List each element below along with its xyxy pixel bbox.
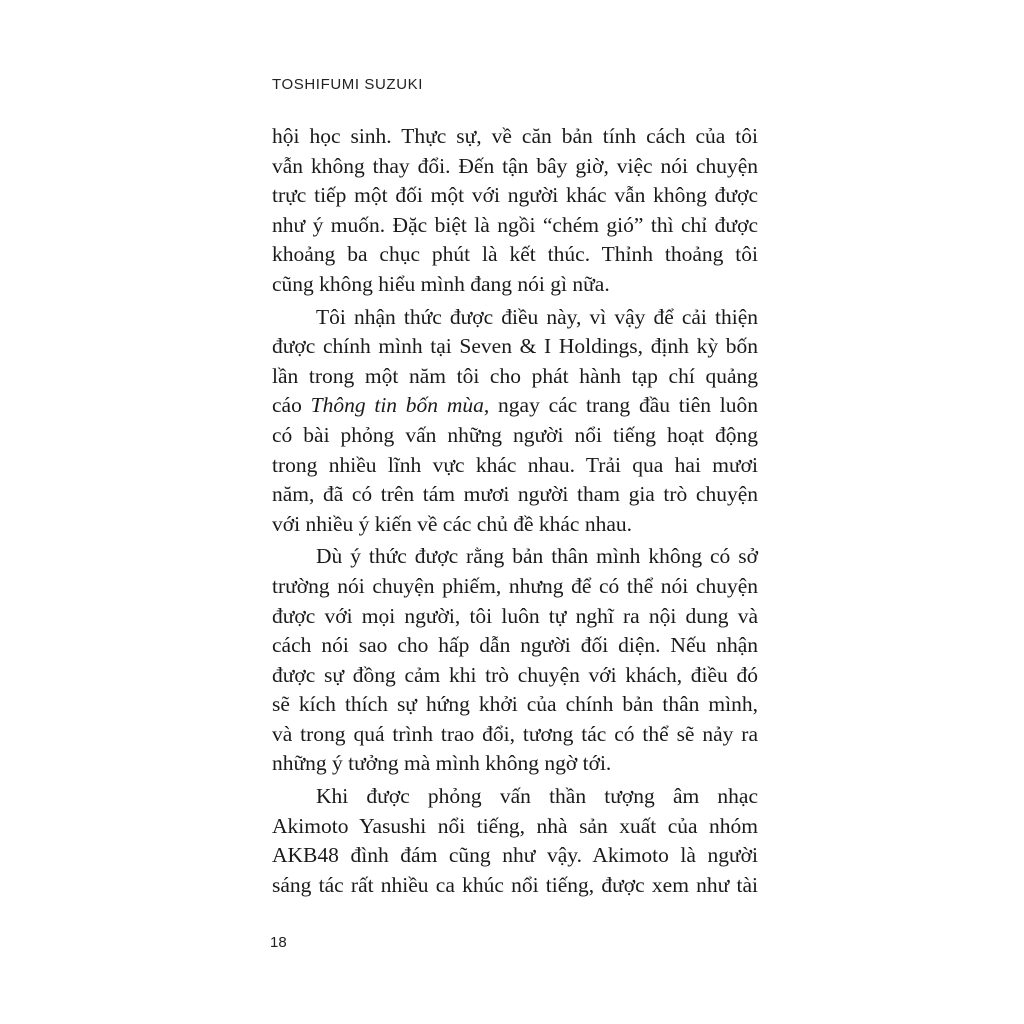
text-line: trường nói chuyện phiếm, nhưng để có thể nói chuyện (272, 573, 758, 598)
page-number: 18 (270, 934, 287, 951)
text-line: hội học sinh. Thực sự, về căn bản tính cách của tôi (272, 124, 758, 148)
text-line: có bài phỏng vấn những người nổi tiếng hoạt động (272, 422, 758, 447)
text-line: lần trong một năm tôi cho phát hành tạp chí quảng (272, 363, 758, 388)
text-fragment: , (483, 393, 499, 418)
paragraph-4 (272, 782, 758, 900)
text-line-with-italic-title (272, 391, 758, 421)
text-line: và trong quá trình trao đổi, tương tác có thể sẽ nảy ra (272, 721, 758, 746)
body-text (272, 122, 758, 900)
text-fragment: cáo (272, 393, 311, 418)
text-line: cũng không hiểu mình đang nói gì nữa. (272, 271, 610, 296)
text-line: Akimoto Yasushi nổi tiếng, nhà sản xuất của nhóm (272, 813, 758, 838)
running-header: TOSHIFUMI SUZUKI (272, 76, 423, 93)
text-line: được chính mình tại Seven & I Holdings, định kỳ bốn (272, 334, 758, 359)
paragraph-3 (272, 542, 758, 779)
text-line: sẽ kích thích sự hứng khởi của chính bản thân mình, (272, 692, 758, 717)
text-line: Dù ý thức được rằng bản thân mình không có sở (316, 544, 758, 569)
text-fragment: ngay các trang đầu tiên luôn (498, 393, 759, 418)
magazine-title: Thông tin bốn mùa (310, 393, 484, 418)
text-line: Khi được phỏng vấn thần tượng âm nhạc (316, 784, 758, 809)
paragraph-2 (272, 303, 758, 540)
text-line: năm, đã có trên tám mươi người tham gia trò chuyện (272, 482, 758, 507)
text-line: Tôi nhận thức được điều này, vì vậy để cải thiện (316, 304, 758, 329)
text-line: khoảng ba chục phút là kết thúc. Thỉnh thoảng tôi (272, 242, 758, 267)
text-line: trực tiếp một đối một với người khác vẫn không được (272, 183, 758, 208)
text-line: trong nhiều lĩnh vực khác nhau. Trải qua hai mươi (272, 452, 758, 477)
text-line: vẫn không thay đổi. Đến tận bây giờ, việc nói chuyện (272, 153, 758, 178)
text-line: như ý muốn. Đặc biệt là ngồi “chém gió” thì chỉ được (272, 212, 758, 237)
text-line: AKB48 đình đám cũng như vậy. Akimoto là người (272, 843, 758, 868)
text-line: được với mọi người, tôi luôn tự nghĩ ra nội dung và (272, 603, 758, 628)
text-line: với nhiều ý kiến về các chủ đề khác nhau. (272, 511, 633, 536)
paragraph-1 (272, 122, 758, 300)
text-line: cách nói sao cho hấp dẫn người đối diện. Nếu nhận (272, 633, 758, 658)
text-line: được sự đồng cảm khi trò chuyện với khách, điều đó (272, 662, 758, 687)
text-line: sáng tác rất nhiều ca khúc nổi tiếng, được xem như tài (272, 872, 758, 897)
text-line: những ý tưởng mà mình không ngờ tới. (272, 751, 612, 776)
